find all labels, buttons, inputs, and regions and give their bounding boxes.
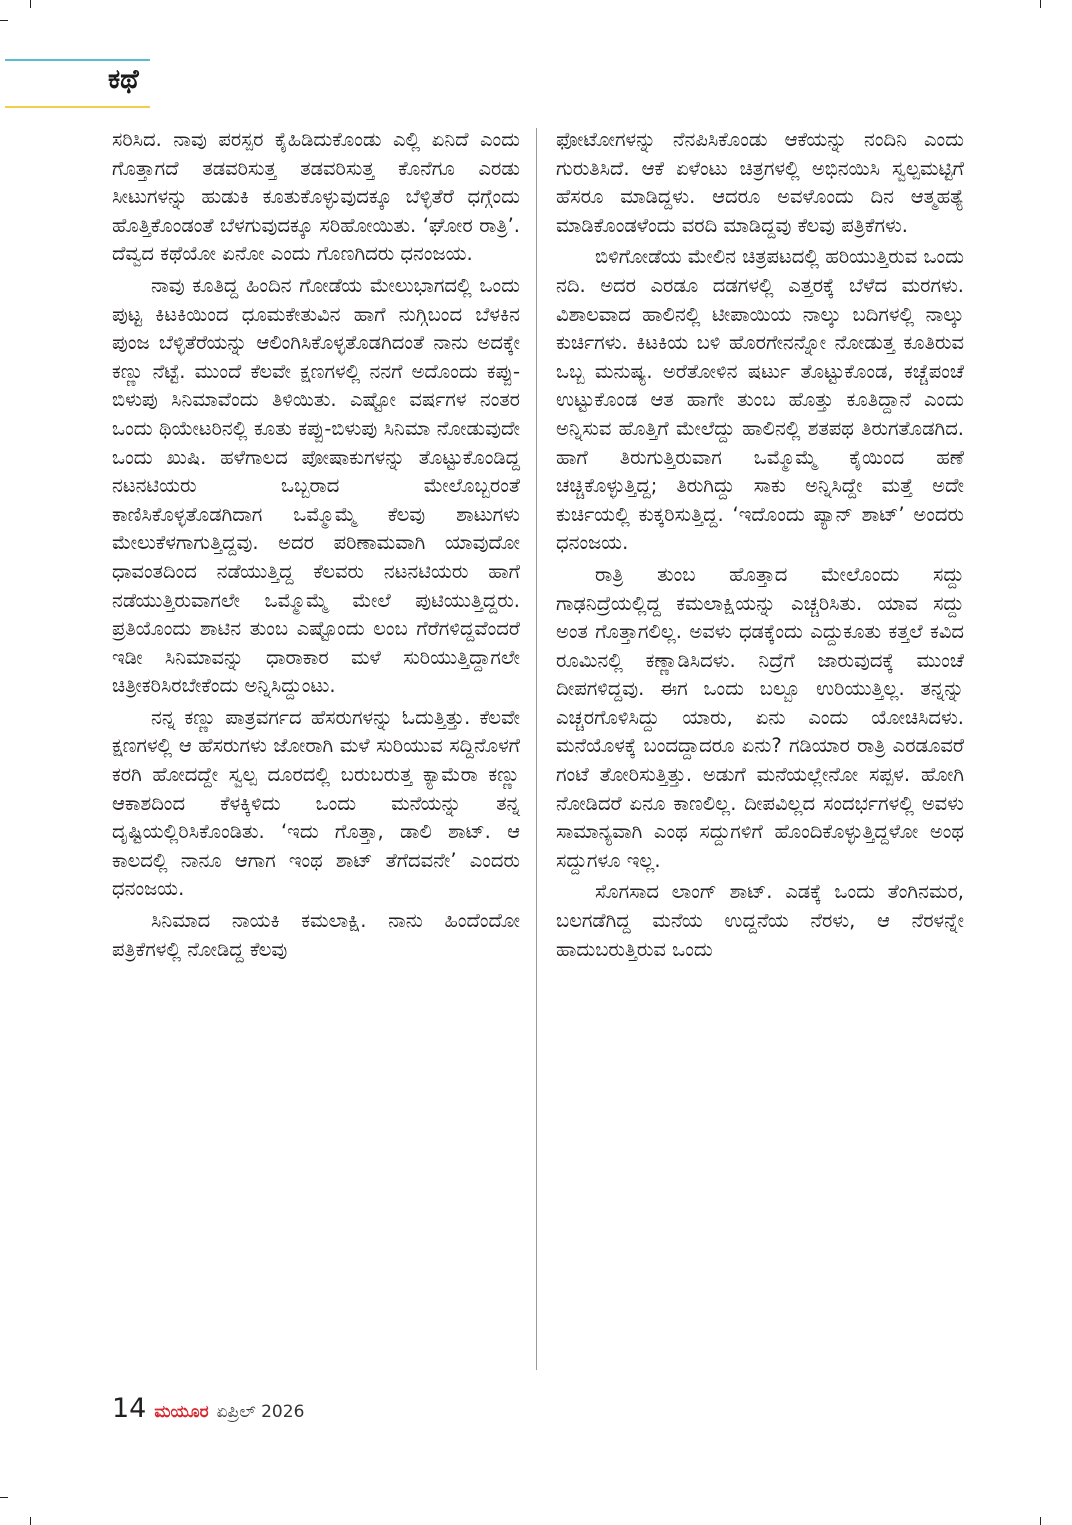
magazine-logo: ಮಯೂರ — [154, 1402, 209, 1422]
crop-mark — [1040, 1517, 1041, 1525]
crop-mark — [0, 20, 8, 21]
paragraph: ನಾವು ಕೂತಿದ್ದ ಹಿಂದಿನ ಗೋಡೆಯ ಮೇಲುಭಾಗದಲ್ಲಿ ಒಂದು ಪುಟ್ಟ ಕಿಟಕಿಯಿಂದ ಧೂಮಕೇತುವಿನ ಹಾಗೆ ನುಗ್ಗಿಬಂದ ಬೆಳಕಿನ ಪುಂಜ ಬೆಳ್ಳಿತೆರೆಯನ್ನು ಆಲಿಂಗಿಸಿಕೊಳ್ಳತೊಡಗಿದಂತೆ ನಾನು ಅದಕ್ಕೇ ಕಣ್ಣು ನೆಟ್ಟೆ. ಮುಂದೆ ಕೆಲವೇ ಕ್ಷಣಗಳಲ್ಲಿ ನನಗೆ ಅದೊಂದು ಕಪ್ಪು-ಬಿಳುಪು ಸಿನಿಮಾವೆಂದು ತಿಳಿಯಿತು. ಎಷ್ಟೋ ವರ್ಷಗಳ ನಂತರ ಒಂದು ಥಿಯೇಟರಿನಲ್ಲಿ ಕೂತು ಕಪ್ಪು-ಬಿಳುಪು ಸಿನಿಮಾ ನೋಡುವುದೇ ಒಂದು ಖುಷಿ. ಹಳೆಗಾಲದ ಪೋಷಾಕುಗಳನ್ನು ತೊಟ್ಟುಕೊಂಡಿದ್ದ ನಟನಟಿಯರು ಒಬ್ಬರಾದ ಮೇಲೊಬ್ಬರಂತೆ ಕಾಣಿಸಿಕೊಳ್ಳತೊಡಗಿದಾಗ ಒಮ್ಮೊಮ್ಮೆ ಕೆಲವು ಶಾಟುಗಳು ಮೇಲುಕೆಳಗಾಗುತ್ತಿದ್ದವು. ಅದರ ಪರಿಣಾಮವಾಗಿ ಯಾವುದೋ ಧಾವಂತದಿಂದ ನಡೆಯುತ್ತಿದ್ದ ಕೆಲವರು ನಟನಟಿಯರು ಹಾಗೆ ನಡೆಯುತ್ತಿರುವಾಗಲೇ ಒಮ್ಮೊಮ್ಮೆ ಮೇಲೆ ಪುಟಿಯುತ್ತಿದ್ದರು. ಪ್ರತಿಯೊಂದು ಶಾಟಿನ ತುಂಬ ಎಷ್ಟೊಂದು ಲಂಬ ಗೆರೆಗಳಿದ್ದವೆಂದರೆ ಇಡೀ ಸಿನಿಮಾವನ್ನು ಧಾರಾಕಾರ ಮಳೆ ಸುರಿಯುತ್ತಿದ್ದಾಗಲೇ ಚಿತ್ರೀಕರಿಸಿರಬೇಕೆಂದು ಅನ್ನಿಸಿದ್ದುಂಟು. — [112, 273, 520, 698]
crop-mark — [1040, 0, 1041, 8]
section-rule-bottom — [5, 106, 150, 108]
paragraph: ಸಿನಿಮಾದ ನಾಯಕಿ ಕಮಲಾಕ್ಷಿ. ನಾನು ಹಿಂದೆಂದೋ ಪತ್ರಿಕೆಗಳಲ್ಲಿ ನೋಡಿದ್ದ ಕೆಲವು — [112, 909, 520, 961]
page-number: 14 — [112, 1393, 147, 1424]
page-footer — [112, 1393, 304, 1424]
paragraph: ರಾತ್ರಿ ತುಂಬ ಹೊತ್ತಾದ ಮೇಲೊಂದು ಸದ್ದು ಗಾಢನಿದ್ರೆಯಲ್ಲಿದ್ದ ಕಮಲಾಕ್ಷಿಯನ್ನು ಎಚ್ಚರಿಸಿತು. ಯಾವ ಸದ್ದು ಅಂತ ಗೊತ್ತಾಗಲಿಲ್ಲ. ಅವಳು ಧಡಕ್ಕೆಂದು ಎದ್ದುಕೂತು ಕತ್ತಲೆ ಕವಿದ ರೂಮಿನಲ್ಲಿ ಕಣ್ಣಾಡಿಸಿದಳು. ನಿದ್ರೆಗೆ ಜಾರುವುದಕ್ಕೆ ಮುಂಚೆ ದೀಪಗಳಿದ್ದವು. ಈಗ ಒಂದು ಬಲ್ಬೂ ಉರಿಯುತ್ತಿಲ್ಲ. ತನ್ನನ್ನು ಎಚ್ಚರಗೊಳಿಸಿದ್ದು ಯಾರು, ಏನು ಎಂದು ಯೋಚಿಸಿದಳು. ಮನೆಯೊಳಕ್ಕೆ ಬಂದದ್ದಾದರೂ ಏನು? ಗಡಿಯಾರ ರಾತ್ರಿ ಎರಡೂವರೆ ಗಂಟೆ ತೋರಿಸುತ್ತಿತ್ತು. ಅಡುಗೆ ಮನೆಯಲ್ಲೇನೋ ಸಪ್ಪಳ. ಹೋಗಿ ನೋಡಿದರೆ ಏನೂ ಕಾಣಲಿಲ್ಲ. ದೀಪವಿಲ್ಲದ ಸಂದರ್ಭಗಳಲ್ಲಿ ಅವಳು ಸಾಮಾನ್ಯವಾಗಿ ಎಂಥ ಸದ್ದುಗಳಿಗೆ ಹೊಂದಿಕೊಳ್ಳುತ್ತಿದ್ದಳೋ ಅಂಥ ಸದ್ದುಗಳೂ ಇಲ್ಲ. — [556, 562, 964, 872]
paragraph: ಸೊಗಸಾದ ಲಾಂಗ್ ಶಾಟ್. ಎಡಕ್ಕೆ ಒಂದು ತೆಂಗಿನಮರ, ಬಲಗಡೆಗಿದ್ದ ಮನೆಯ ಉದ್ದನೆಯ ನೆರಳು, ಆ ನೆರಳನ್ನೇ ಹಾದುಬರುತ್ತಿರುವ ಒಂದು — [556, 880, 964, 961]
text-column-left — [112, 126, 520, 967]
section-rule-top — [5, 59, 150, 61]
crop-mark — [0, 1497, 8, 1498]
paragraph: ಬಿಳಿಗೋಡೆಯ ಮೇಲಿನ ಚಿತ್ರಪಟದಲ್ಲಿ ಹರಿಯುತ್ತಿರುವ ಒಂದು ನದಿ. ಅದರ ಎರಡೂ ದಡಗಳಲ್ಲಿ ಎತ್ತರಕ್ಕೆ ಬೆಳೆದ ಮರಗಳು. ವಿಶಾಲವಾದ ಹಾಲಿನಲ್ಲಿ ಟೀಪಾಯಿಯ ನಾಲ್ಕು ಬದಿಗಳಲ್ಲಿ ನಾಲ್ಕು ಕುರ್ಚಿಗಳು. ಕಿಟಕಿಯ ಬಳಿ ಹೊರಗೇನನ್ನೋ ನೋಡುತ್ತ ಕೂತಿರುವ ಒಬ್ಬ ಮನುಷ್ಯ. ಅರೆತೋಳಿನ ಷರ್ಟು ತೊಟ್ಟುಕೊಂಡ, ಕಚ್ಚೆಪಂಚೆ ಉಟ್ಟುಕೊಂಡ ಆತ ಹಾಗೇ ತುಂಬ ಹೊತ್ತು ಕೂತಿದ್ದಾನೆ ಎಂದು ಅನ್ನಿಸುವ ಹೊತ್ತಿಗೆ ಮೇಲೆದ್ದು ಹಾಲಿನಲ್ಲಿ ಶತಪಥ ತಿರುಗತೊಡಗಿದ. ಹಾಗೆ ತಿರುಗುತ್ತಿರುವಾಗ ಒಮ್ಮೊಮ್ಮೆ ಕೈಯಿಂದ ಹಣೆ ಚಚ್ಚಿಕೊಳ್ಳುತ್ತಿದ್ದ; ತಿರುಗಿದ್ದು ಸಾಕು ಅನ್ನಿಸಿದ್ದೇ ಮತ್ತೆ ಅದೇ ಕುರ್ಚಿಯಲ್ಲಿ ಕುಕ್ಕರಿಸುತ್ತಿದ್ದ. ‘ಇದೊಂದು ಪ್ಯಾನ್ ಶಾಟ್’ ಅಂದರು ಧನಂಜಯ. — [556, 245, 964, 555]
paragraph: ಸರಿಸಿದ. ನಾವು ಪರಸ್ಪರ ಕೈಹಿಡಿದುಕೊಂಡು ಎಲ್ಲಿ ಏನಿದೆ ಎಂದು ಗೊತ್ತಾಗದೆ ತಡವರಿಸುತ್ತ ತಡವರಿಸುತ್ತ ಕೊನೆಗೂ ಎರಡು ಸೀಟುಗಳನ್ನು ಹುಡುಕಿ ಕೂತುಕೊಳ್ಳುವುದಕ್ಕೂ ಬೆಳ್ಳಿತೆರೆ ಧಗ್ಗೆಂದು ಹೊತ್ತಿಕೊಂಡಂತೆ ಬೆಳಗುವುದಕ್ಕೂ ಸರಿಹೋಯಿತು. ‘ಘೋರ ರಾತ್ರಿ’. ದೆವ್ವದ ಕಥೆಯೋ ಏನೋ ಎಂದು ಗೊಣಗಿದರು ಧನಂಜಯ. — [112, 128, 520, 266]
text-column-right — [556, 126, 964, 967]
section-title: ಕಥೆ — [108, 64, 139, 95]
paragraph: ಫೋಟೋಗಳನ್ನು ನೆನಪಿಸಿಕೊಂಡು ಆಕೆಯನ್ನು ನಂದಿನಿ ಎಂದು ಗುರುತಿಸಿದೆ. ಆಕೆ ಏಳೆಂಟು ಚಿತ್ರಗಳಲ್ಲಿ ಅಭಿನಯಿಸಿ ಸ್ವಲ್ಪಮಟ್ಟಿಗೆ ಹೆಸರೂ ಮಾಡಿದ್ದಳು. ಆದರೂ ಅವಳೊಂದು ದಿನ ಆತ್ಮಹತ್ಯೆ ಮಾಡಿಕೊಂಡಳೆಂದು ವರದಿ ಮಾಡಿದ್ದವು ಕೆಲವು ಪತ್ರಿಕೆಗಳು. — [556, 128, 964, 237]
paragraph: ನನ್ನ ಕಣ್ಣು ಪಾತ್ರವರ್ಗದ ಹೆಸರುಗಳನ್ನು ಓದುತ್ತಿತ್ತು. ಕೆಲವೇ ಕ್ಷಣಗಳಲ್ಲಿ ಆ ಹೆಸರುಗಳು ಜೋರಾಗಿ ಮಳೆ ಸುರಿಯುವ ಸದ್ದಿನೊಳಗೆ ಕರಗಿ ಹೋದದ್ದೇ ಸ್ವಲ್ಪ ದೂರದಲ್ಲಿ ಬರುಬರುತ್ತ ಕ್ಯಾಮೆರಾ ಕಣ್ಣು ಆಕಾಶದಿಂದ ಕೆಳಕ್ಕಿಳಿದು ಒಂದು ಮನೆಯನ್ನು ತನ್ನ ದೃಷ್ಟಿಯಲ್ಲಿರಿಸಿಕೊಂಡಿತು. ‘ಇದು ಗೊತ್ತಾ, ಡಾಲಿ ಶಾಟ್. ಆ ಕಾಲದಲ್ಲಿ ನಾನೂ ಆಗಾಗ ಇಂಥ ಶಾಟ್ ತೆಗೆದವನೇ’ ಎಂದರು ಧನಂಜಯ. — [112, 705, 520, 901]
crop-mark — [30, 1517, 31, 1525]
crop-mark — [30, 0, 31, 8]
column-divider — [536, 128, 537, 1370]
issue-date: ಏಪ್ರಿಲ್ 2026 — [216, 1402, 305, 1422]
